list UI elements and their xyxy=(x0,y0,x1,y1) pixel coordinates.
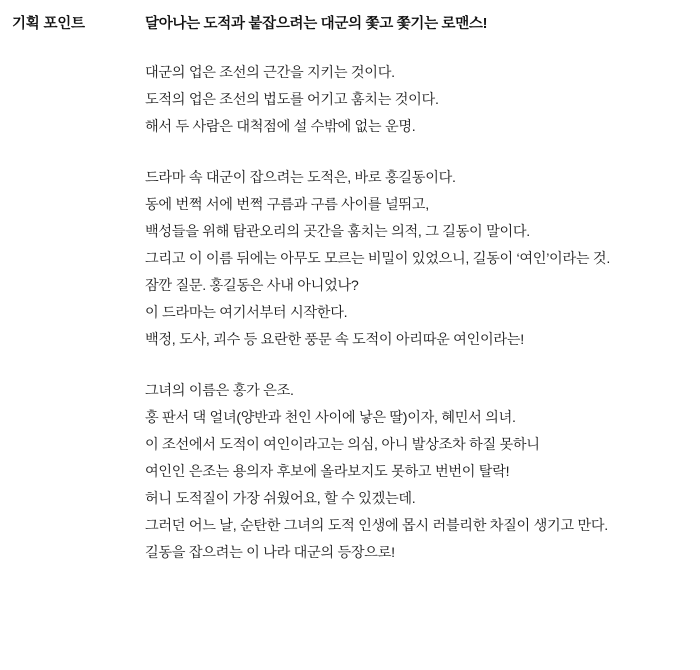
text-line: 여인인 은조는 용의자 후보에 올라보지도 못하고 번번이 탈락! xyxy=(145,464,510,481)
text-line: 백성들을 위해 탐관오리의 곳간을 훔치는 의적, 그 길동이 말이다. xyxy=(145,224,530,241)
text-line: 그녀의 이름은 홍가 은조. xyxy=(145,383,294,400)
text-line: 이 드라마는 여기서부터 시작한다. xyxy=(145,305,348,322)
text-line: 도적의 업은 조선의 법도를 어기고 훔치는 것이다. xyxy=(145,92,439,109)
text-line: 잠깐 질문. 홍길동은 사내 아니었나? xyxy=(145,278,359,295)
body-block xyxy=(145,60,688,567)
header-row xyxy=(12,14,688,34)
text-line: 허니 도적질이 가장 쉬웠어요, 할 수 있겠는데. xyxy=(145,491,416,508)
text-line: 동에 번쩍 서에 번쩍 구름과 구름 사이를 널뛰고, xyxy=(145,197,429,214)
text-line: 그리고 이 이름 뒤에는 아무도 모르는 비밀이 있었으니, 길동이 ‘여인’이라는 것. xyxy=(145,251,610,268)
text-line: 해서 두 사람은 대척점에 설 수밖에 없는 운명. xyxy=(145,119,416,136)
text-line: 대군의 업은 조선의 근간을 지키는 것이다. xyxy=(145,65,395,82)
text-line: 백정, 도사, 괴수 등 요란한 풍문 속 도적이 아리따운 여인이라는! xyxy=(145,332,524,349)
text-line: 홍 판서 댁 얼녀(양반과 천인 사이에 낳은 딸)이자, 혜민서 의녀. xyxy=(145,410,516,427)
text-line: 길동을 잡으려는 이 나라 대군의 등장으로! xyxy=(145,545,395,562)
paragraph-2 xyxy=(145,165,688,354)
page-title: 달아나는 도적과 붙잡으려는 대군의 쫓고 쫓기는 로맨스! xyxy=(145,16,488,32)
paragraph-3 xyxy=(145,378,688,567)
section-label: 기획 포인트 xyxy=(12,16,85,32)
paragraph-1 xyxy=(145,60,688,141)
text-line: 그러던 어느 날, 순탄한 그녀의 도적 인생에 몹시 러블리한 차질이 생기고 만다. xyxy=(145,518,608,535)
text-line: 이 조선에서 도적이 여인이라고는 의심, 아니 발상조차 하질 못하니 xyxy=(145,437,540,454)
text-line: 드라마 속 대군이 잡으려는 도적은, 바로 홍길동이다. xyxy=(145,170,456,187)
